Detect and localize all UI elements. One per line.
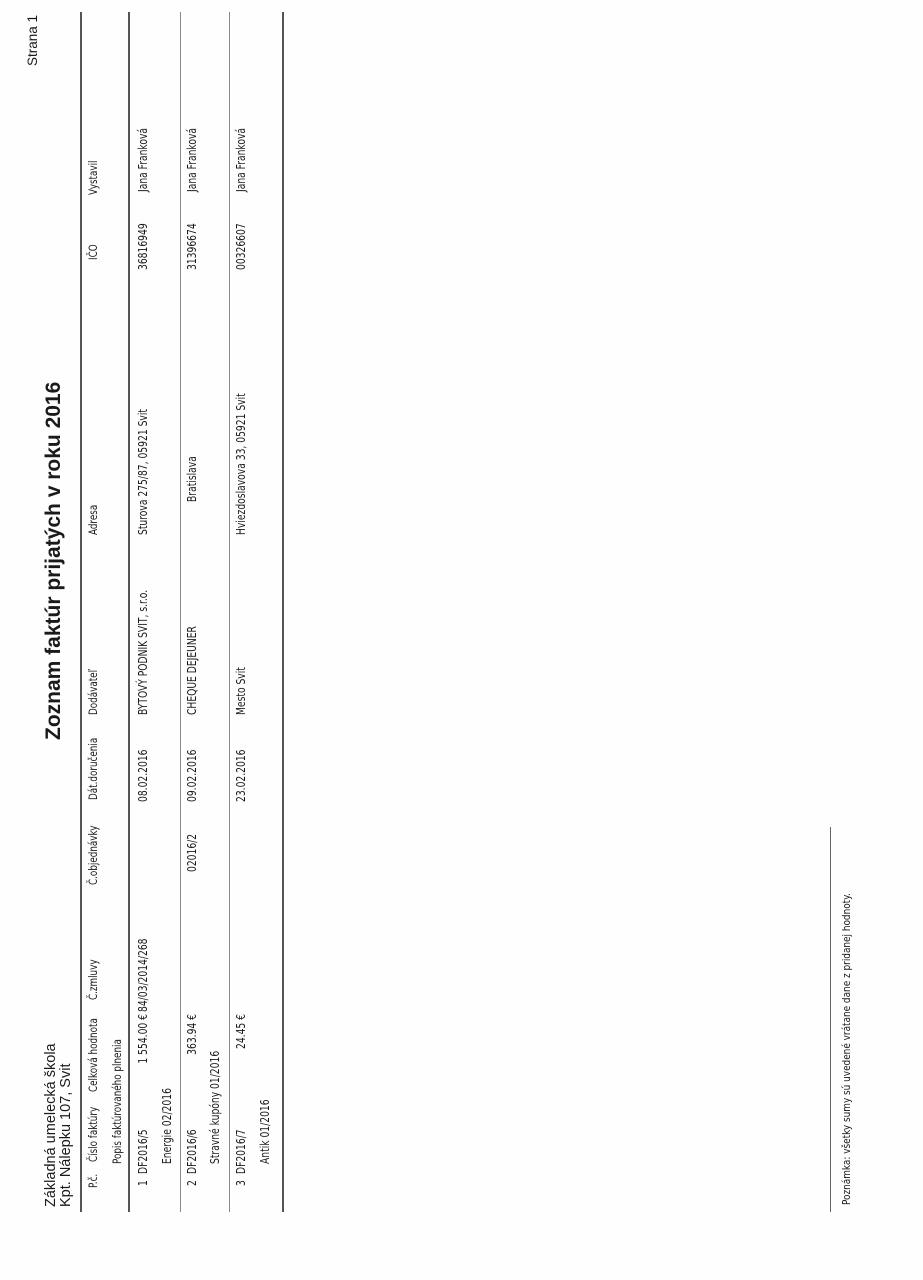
row3-no: 3 <box>234 1180 248 1186</box>
row1-description: Energie 02/2016 <box>160 1088 174 1164</box>
header-invoice: Číslo faktúry <box>86 1106 100 1162</box>
row1-invoice: DF2016/5 <box>136 1129 150 1174</box>
row3-description: Antik 01/2016 <box>258 1099 272 1164</box>
row1-contract: 84/03/2014/268 <box>136 938 150 1012</box>
row2-rule <box>229 12 230 1212</box>
row3-total: 24.45 € <box>234 1014 248 1050</box>
row1-ico: 36816949 <box>136 223 150 270</box>
row1-total: 1 554.00 € <box>136 1014 150 1064</box>
row2-total: 363.94 € <box>185 1014 199 1055</box>
row1-rule <box>180 12 181 1212</box>
school-name: Základná umelecká škola <box>43 1043 59 1207</box>
row3-address: Hviezdoslavova 33, 05921 Svit <box>234 393 248 535</box>
footer-note: Poznámka: všetky sumy sú uvedené vrátane dane z pridanej hodnoty. <box>840 893 853 1205</box>
row3-invoice: DF2016/7 <box>234 1129 248 1174</box>
school-header <box>44 1043 74 1207</box>
header-contract: Č.zmluvy <box>86 959 100 1000</box>
header-supplier: Dodávateľ <box>86 669 100 715</box>
page-number: Strana 1 <box>25 15 40 67</box>
header-issued-by: Vystavil <box>86 160 100 195</box>
header-no: P.č. <box>86 1173 100 1188</box>
row1-no: 1 <box>136 1180 150 1186</box>
table-bottom-rule <box>282 12 284 1212</box>
header-total: Celková hodnota <box>86 1018 100 1092</box>
row2-description: Stravné kupóny 01/2016 <box>208 1050 222 1164</box>
row1-delivered: 08.02.2016 <box>136 749 150 802</box>
row3-ico: 00326607 <box>234 223 248 270</box>
footer-rule <box>830 827 831 1212</box>
school-address: Kpt. Nálepku 107, Svit <box>58 1063 74 1207</box>
row2-no: 2 <box>185 1180 199 1186</box>
row2-supplier: CHEQUE DEJEUNER <box>185 626 199 715</box>
row1-supplier: BYTOVÝ PODNIK SVIT, s.r.o. <box>136 589 150 715</box>
row3-issued-by: Jana Franková <box>234 127 248 192</box>
header-address: Adresa <box>86 504 100 535</box>
row2-invoice: DF2016/6 <box>185 1129 199 1174</box>
row3-delivered: 23.02.2016 <box>234 749 248 802</box>
row2-issued-by: Jana Franková <box>185 127 199 192</box>
row3-supplier: Mesto Svit <box>234 667 248 715</box>
row1-issued-by: Jana Franková <box>136 127 150 192</box>
row2-ico: 31396674 <box>185 223 199 270</box>
row1-address: Sturova 275/87, 05921 Svit <box>136 409 150 535</box>
page-title: Zoznam faktúr prijatých v roku 2016 <box>42 381 65 740</box>
row2-delivered: 09.02.2016 <box>185 749 199 802</box>
table-top-rule <box>80 12 82 1212</box>
table-header-rule <box>128 12 130 1212</box>
header-ico: IČO <box>86 244 100 260</box>
header-delivered: Dát.doručenia <box>86 737 100 800</box>
header-description: Popis faktúrovaného plnenia <box>110 1039 124 1164</box>
row2-order: 02016/2 <box>185 833 199 872</box>
row2-address: Bratislava <box>185 456 199 502</box>
header-order: Č.objednávky <box>86 825 100 885</box>
